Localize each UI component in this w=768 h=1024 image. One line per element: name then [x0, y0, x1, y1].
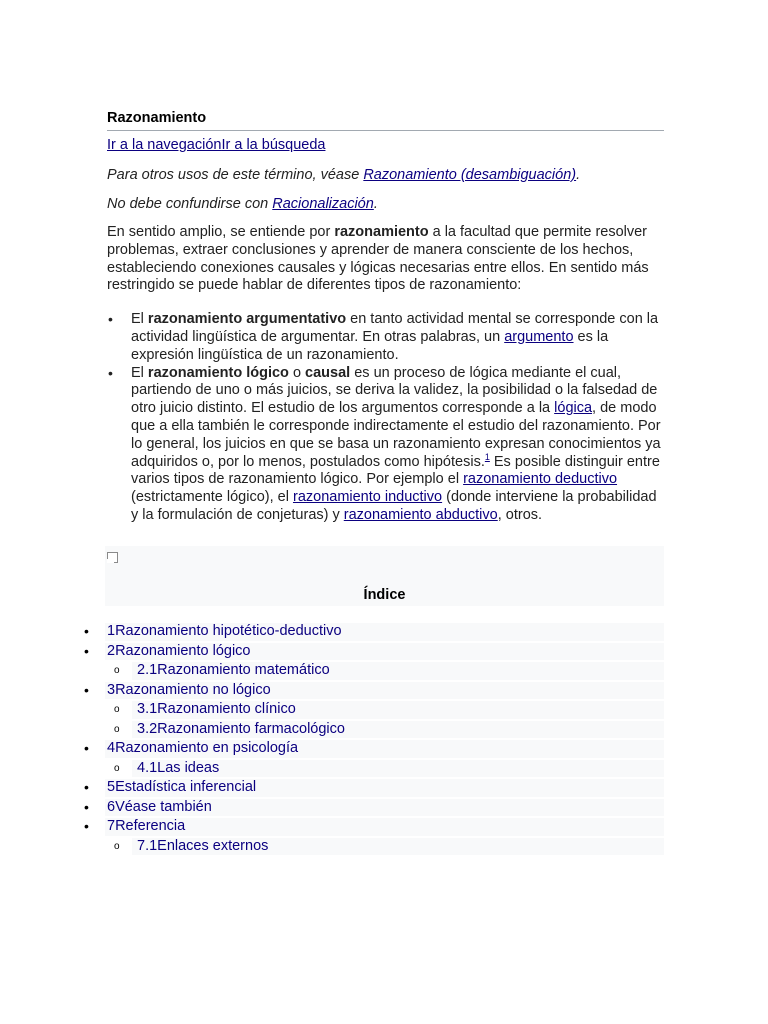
toc-title: Índice [363, 587, 406, 603]
bullet-icon: • [84, 623, 89, 639]
item-bold-term: razonamiento argumentativo [147, 311, 347, 328]
toc-item-link[interactable]: 1Razonamiento hipotético-deductivo [107, 623, 342, 639]
argumento-link[interactable]: argumento [504, 328, 574, 345]
page-title: Razonamiento [107, 108, 664, 131]
disambiguation-link[interactable]: Razonamiento (desambiguación) [363, 167, 577, 183]
circle-bullet-icon: o [114, 665, 120, 676]
toc-item[interactable] [0, 759, 664, 779]
item-text: El [131, 311, 148, 328]
toc-item[interactable] [0, 739, 664, 759]
intro-text: En sentido amplio, se entiende por [107, 224, 335, 240]
circle-bullet-icon: o [114, 723, 120, 735]
toc-item-link[interactable]: 3.2Razonamiento farmacológico [137, 720, 345, 737]
toc-item[interactable] [0, 681, 664, 701]
toc-item-link[interactable]: 7Referencia [107, 818, 186, 834]
toc-item[interactable] [0, 798, 664, 818]
toc-item-link[interactable]: 6Véase también [107, 798, 212, 815]
razonamiento-inductivo-link[interactable]: razonamiento inductivo [292, 489, 443, 506]
hatnote-period: . [576, 167, 581, 183]
toc-item[interactable] [0, 837, 664, 857]
bullet-icon: • [84, 798, 89, 815]
toc-item[interactable] [0, 720, 664, 740]
toc-item[interactable] [0, 778, 664, 798]
reasoning-types-list [107, 311, 664, 525]
toc-item[interactable] [0, 700, 664, 720]
toc-item-link[interactable]: 4.1Las ideas [137, 759, 220, 776]
item-text: (estrictamente lógico), el [131, 489, 293, 506]
toc-item[interactable] [0, 817, 664, 837]
razonamiento-deductivo-link[interactable]: razonamiento deductivo [463, 471, 618, 488]
item-text: en tanto actividad mental se corresponde con la actividad lingüística de argumentar. En otras palabras, un [131, 311, 659, 345]
bullet-icon: • [84, 642, 89, 659]
item-text: o [288, 364, 306, 381]
bullet-icon: • [84, 779, 89, 795]
item-text: El [131, 364, 148, 381]
toc-item-link[interactable]: 2Razonamiento lógico [107, 642, 251, 659]
toc-toggle-checkbox[interactable] [107, 552, 118, 563]
toc-item[interactable] [0, 622, 664, 642]
toc-item-link[interactable]: 3.1Razonamiento clínico [137, 701, 296, 717]
article [107, 108, 664, 525]
reference-1-link[interactable]: 1 [484, 451, 490, 462]
intro-text: a la facultad que permite resolver problemas, extraer conclusiones y aprender de manera consciente de los hechos, estableciendo conexiones causales y lógicas necesarias entre ellos. En sentido más restringido se puede hablar de diferentes tipos de razonamiento: [107, 224, 649, 294]
toc-item-link[interactable]: 2.1Razonamiento matemático [137, 662, 330, 678]
razonamiento-abductivo-link[interactable]: razonamiento abductivo [343, 506, 498, 523]
toc-item-background [105, 818, 664, 836]
jump-to-search-link[interactable]: Ir a la búsqueda [221, 137, 326, 153]
circle-bullet-icon: o [114, 762, 120, 774]
hatnote-text: No debe confundirse con [107, 196, 273, 212]
toc-item-link[interactable]: 5Estadística inferencial [107, 779, 257, 795]
bullet-icon: • [84, 740, 89, 756]
item-bold-term: razonamiento lógico [147, 364, 289, 381]
item-text: , de modo que a ella también le corresponde indirectamente el estudio del razonamiento. Por lo general, los juicios en que se basa un razonamiento expresan conocimientos ya adquiridos o, por lo menos, postulados como hipótesis. [131, 400, 661, 470]
hatnote-period: . [373, 196, 378, 212]
toc-item[interactable] [0, 661, 664, 681]
confusion-hatnote [107, 194, 664, 214]
toc-item-link[interactable]: 7.1Enlaces externos [137, 837, 269, 854]
item-bold-term: causal [305, 364, 351, 381]
table-of-contents [0, 622, 664, 856]
circle-bullet-icon: o [114, 840, 120, 852]
disambiguation-hatnote [107, 165, 664, 185]
item-text: es un proceso de lógica mediante el cual, partiendo de uno o más juicios, se deriva la validez, la posibilidad o la falsedad de otro juicio distinto. El estudio de los argumentos corresponde a la [131, 364, 658, 417]
item-text: (donde interviene la probabilidad y la formulación de conjeturas) y [131, 489, 657, 523]
hatnote-text: Para otros usos de este término, véase [107, 167, 364, 183]
list-item-argumentative [131, 311, 664, 364]
intro-paragraph [107, 224, 664, 295]
bullet-icon: • [84, 818, 89, 834]
toc-item-link[interactable]: 4Razonamiento en psicología [107, 740, 299, 756]
circle-bullet-icon: o [114, 704, 120, 715]
bullet-icon: • [84, 681, 89, 698]
jump-links [107, 135, 664, 155]
item-text: es la expresión lingüística de un razonamiento. [131, 328, 609, 363]
intro-bold-term: razonamiento [334, 224, 429, 240]
jump-to-navigation-link[interactable]: Ir a la navegación [107, 137, 222, 153]
item-text: Es posible distinguir entre varios tipos de razonamiento lógico. Por ejemplo el [131, 453, 660, 488]
item-text: , otros. [497, 506, 543, 523]
racionalizacion-link[interactable]: Racionalización [272, 196, 374, 212]
toc-item-link[interactable]: 3Razonamiento no lógico [107, 681, 271, 698]
list-item-logical [131, 365, 664, 525]
logica-link[interactable]: lógica [554, 400, 593, 417]
toc-header [105, 546, 664, 606]
toc-item[interactable] [0, 642, 664, 662]
